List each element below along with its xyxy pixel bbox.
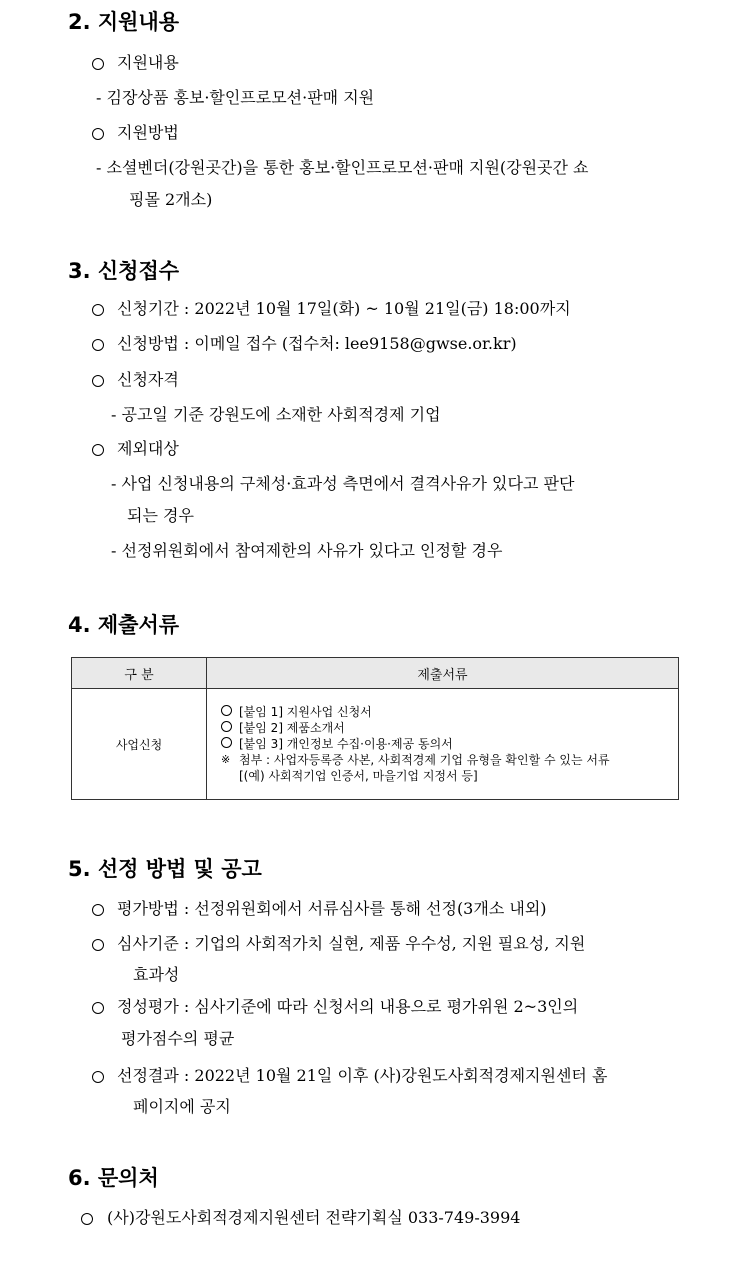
application-period: 신청기간 : 2022년 10월 17일(화) ~ 10월 21일(금) 18:00까지 (117, 299, 571, 318)
table-cell-documents (207, 689, 679, 800)
document-item (221, 720, 672, 736)
section-2-bullet-support-content: 지원내용 (117, 53, 179, 72)
document-item (221, 704, 672, 720)
attachment-note-text: 첨부 : 사업자등록증 사본, 사회적경제 기업 유형을 확인할 수 있는 서류 (239, 752, 610, 767)
evaluation-method: 평가방법 : 선정위원회에서 서류심사를 통해 선정(3개소 내외) (117, 899, 547, 918)
document-item-label: [붙임 3] 개인정보 수집·이용·제공 동의서 (239, 736, 453, 751)
table-header-documents: 제출서류 (207, 658, 679, 689)
table-header-category: 구 분 (72, 658, 207, 689)
selection-result-cont: 페이지에 공지 (133, 1097, 231, 1116)
section-5-heading: 5. 선정 방법 및 공고 (68, 857, 262, 881)
section-2-bullet-support-method: 지원방법 (117, 123, 179, 142)
table-header-row (72, 658, 679, 689)
reference-mark: ※ (221, 752, 231, 766)
exclusion-detail-1-cont: 되는 경우 (127, 506, 194, 525)
document-item-label: [붙임 1] 지원사업 신청서 (239, 704, 372, 719)
document-item (221, 736, 672, 752)
circle-bullet-icon (92, 128, 104, 140)
section-2-support-content-detail: - 김장상품 홍보·할인프로모션·판매 지원 (96, 88, 375, 107)
circle-bullet-icon (92, 939, 104, 951)
circle-bullet-icon (221, 705, 232, 716)
circle-bullet-icon (92, 904, 104, 916)
circle-bullet-icon (92, 444, 104, 456)
circle-bullet-icon (221, 721, 232, 732)
section-4-heading: 4. 제출서류 (68, 613, 180, 637)
section-2-heading: 2. 지원내용 (68, 10, 180, 34)
circle-bullet-icon (92, 58, 104, 70)
qualitative-evaluation: 정성평가 : 심사기준에 따라 신청서의 내용으로 평가위원 2~3인의 (117, 997, 579, 1016)
evaluation-criteria-cont: 효과성 (133, 965, 180, 984)
section-3-heading: 3. 신청접수 (68, 259, 180, 283)
attachment-note-cont: [(예) 사회적기업 인증서, 마을기업 지정서 등] (239, 768, 478, 783)
qualitative-evaluation-cont: 평가점수의 평균 (121, 1029, 235, 1048)
exclusion-detail-2: - 선정위원회에서 참여제한의 사유가 있다고 인정할 경우 (111, 541, 503, 560)
circle-bullet-icon (92, 1002, 104, 1014)
selection-result: 선정결과 : 2022년 10월 21일 이후 (사)강원도사회적경제지원센터 홈 (117, 1066, 608, 1085)
exclusion-target: 제외대상 (117, 439, 179, 458)
circle-bullet-icon (92, 304, 104, 316)
required-documents-table (71, 657, 679, 800)
circle-bullet-icon (92, 375, 104, 387)
contact-info: (사)강원도사회적경제지원센터 전략기획실 033-749-3994 (107, 1208, 521, 1227)
table-cell-category: 사업신청 (72, 689, 207, 800)
circle-bullet-icon (221, 737, 232, 748)
circle-bullet-icon (92, 339, 104, 351)
application-qualification: 신청자격 (117, 370, 179, 389)
application-qualification-detail: - 공고일 기준 강원도에 소재한 사회적경제 기업 (111, 405, 441, 424)
circle-bullet-icon (81, 1213, 93, 1225)
table-row (72, 689, 679, 800)
section-6-heading: 6. 문의처 (68, 1166, 159, 1190)
application-method: 신청방법 : 이메일 접수 (접수처: lee9158@gwse.or.kr) (117, 334, 517, 353)
exclusion-detail-1: - 사업 신청내용의 구체성·효과성 측면에서 결격사유가 있다고 판단 (111, 474, 575, 493)
document-item-label: [붙임 2] 제품소개서 (239, 720, 345, 735)
evaluation-criteria: 심사기준 : 기업의 사회적가치 실현, 제품 우수성, 지원 필요성, 지원 (117, 934, 586, 953)
section-2-support-method-detail: - 소셜벤더(강원곳간)을 통한 홍보·할인프로모션·판매 지원(강원곳간 쇼 (96, 158, 589, 177)
circle-bullet-icon (92, 1071, 104, 1083)
section-2-support-method-detail-cont: 핑몰 2개소) (129, 190, 213, 209)
attachment-note (221, 752, 672, 768)
